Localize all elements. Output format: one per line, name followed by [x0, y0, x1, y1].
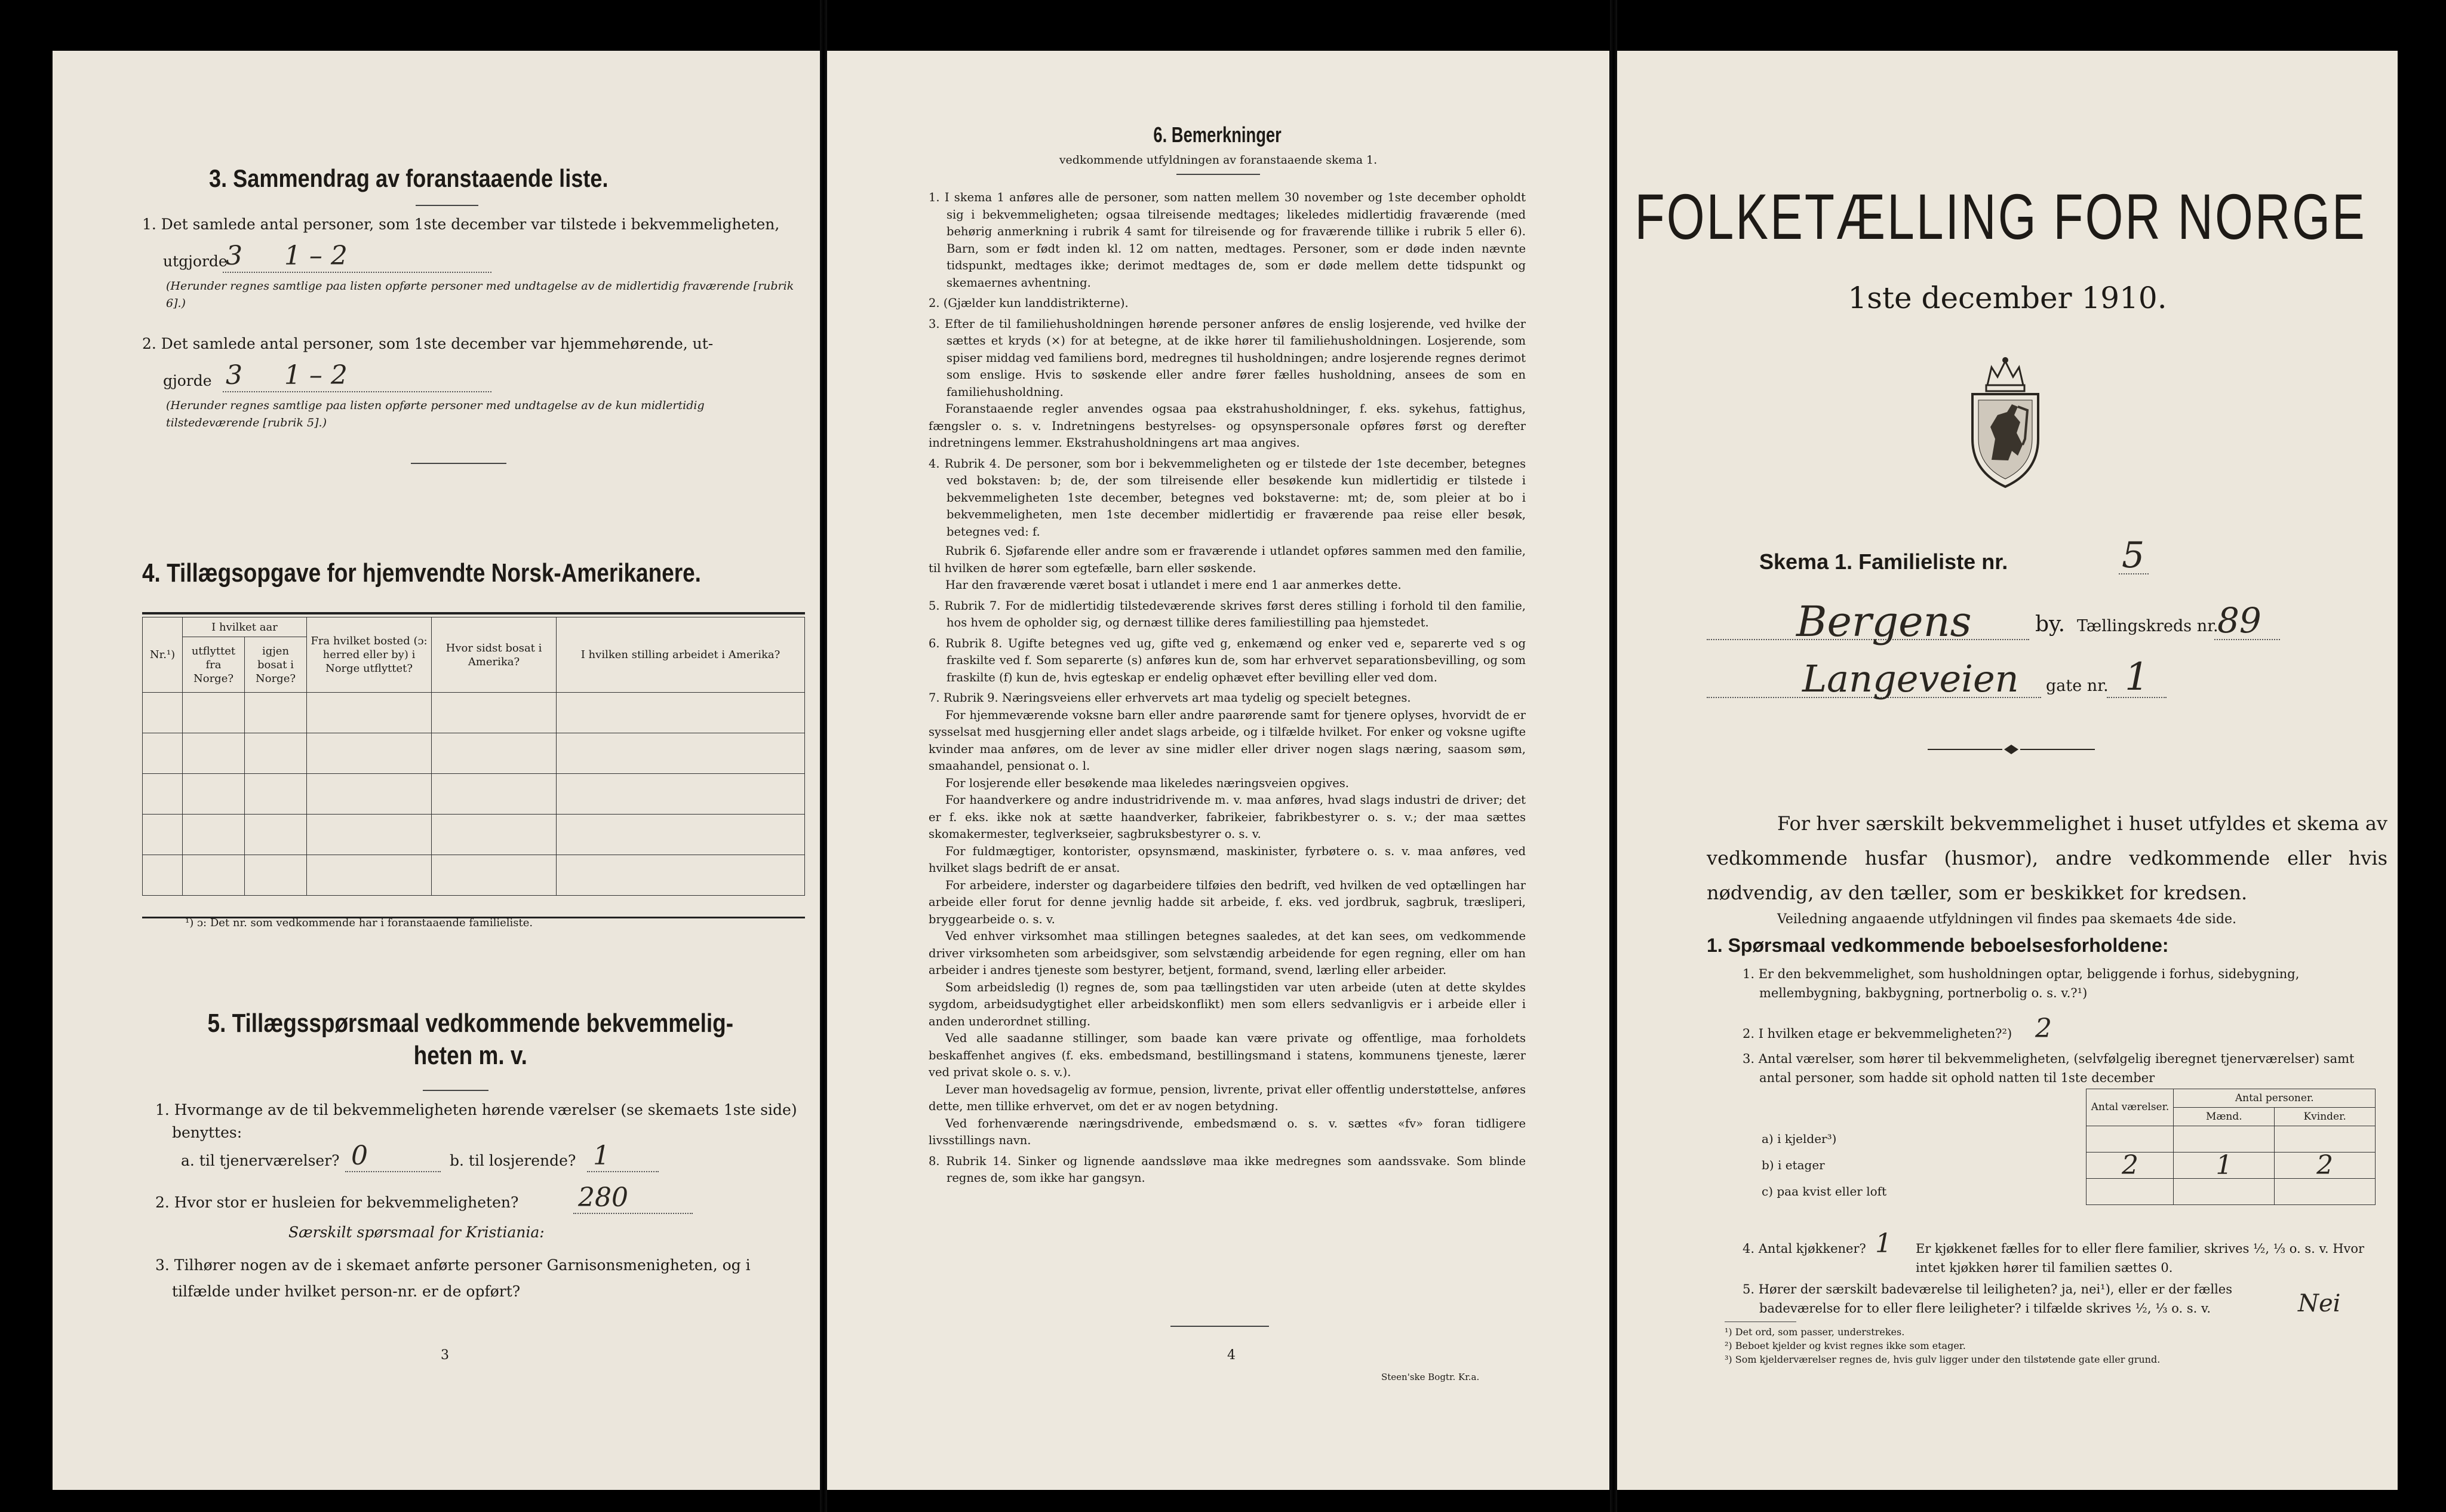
sec3-q1: 1. Det samlede antal personer, som 1ste december var tilstede i bekvemmeligheten,	[142, 216, 780, 233]
city-name: Bergens	[1796, 597, 1972, 646]
table-row	[143, 774, 805, 815]
bemerkninger-body	[929, 189, 1526, 1187]
familieliste-nr: 5	[2122, 534, 2145, 576]
p1-q5-value: Nei	[2298, 1290, 2341, 1317]
col-antal-personer: Antal personer.	[2174, 1089, 2376, 1108]
main-title: FOLKETÆLLING FOR NORGE	[1634, 180, 2367, 253]
dotted-line	[587, 1171, 659, 1172]
page-number-4: 4	[1227, 1348, 1236, 1363]
remark-7b: For hjemmeværende voksne barn eller andre paarørende samt for tjenere oplyses, hvorvidt de er sysselsat med husgjerning eller andet slags arbeide, og i tilfælde hvilket. For enker og voksne ugifte kvinder maa anføres, om de lever av sine midler eller driver nogen slags næring, saasom søm, smaahandel, pensionat o. l.	[929, 708, 1526, 773]
col-igjen: igjen bosat i Norge?	[245, 637, 307, 693]
sec3-q2: 2. Det samlede antal personer, som 1ste december var hjemmehørende, ut-	[142, 335, 714, 352]
page-1	[1617, 51, 2398, 1490]
title-rule	[416, 205, 478, 206]
intro-text: For hver særskilt bekvemmelighet i huset utfyldes et skema av vedkommende husfar (husmor), andre vedkommende eller hvis nødvendig, av den tæller, som er beskikket for kredsen.	[1707, 812, 2387, 904]
remark-1: 1. I skema 1 anføres alle de personer, som natten mellem 30 november og 1ste december opholdt sig i bekvemmeligheten; ogsaa tilreisende medtages; likeledes midlertidig fraværende (med behørig anmerkning i rubrik 4 samt for tilreisende og for fraværende tillike i rubrik 5 eller 6). Barn, som er født inden kl. 12 om natten, medtages. Personer, som er døde inden nævnte tidspunkt, medtages ikke; derimot medtages de, som er døde mellem dette tidspunkt og skemaernes avhentning.	[929, 190, 1526, 290]
remark-7h: Som arbeidsledig (l) regnes de, som paa tællingstiden var uten arbeide (uten at dette skyldes sygdom, arbeidsudygtighet eller arbeidskonflikt) men som ellers sedvanligvis er i arbeide eller i anden underordnet stilling.	[929, 980, 1526, 1028]
table-row	[1743, 1153, 2376, 1179]
row-label: a) i kjelder³)	[1762, 1132, 1837, 1146]
sec3-q1-label: utgjorde	[163, 253, 228, 270]
remark-7f: For arbeidere, inderster og dagarbeidere tilføies den bedrift, ved hvilken de ved optællingen har arbeide eller forut for denne jevnlig hadde sit arbeide, f. eks. ved jordbruk, sagbruk, træsliperi, bryggearbeide o. s. v.	[929, 878, 1526, 926]
section-1-title: 1. Spørsmaal vedkommende beboelsesforholdene:	[1707, 935, 2169, 956]
col-kvinder: Kvinder.	[2275, 1108, 2376, 1126]
col-utflyttet: utflyttet fra Norge?	[183, 637, 245, 693]
col-group-aar: I hvilket aar	[183, 617, 307, 637]
page-3	[53, 51, 820, 1490]
page-number-3: 3	[441, 1348, 449, 1363]
cell-maend	[2174, 1179, 2275, 1205]
remark-7k: Ved forhenværende næringsdrivende, embedsmænd o. s. v. sættes «fv» foran tidligere livsstillings navn.	[929, 1116, 1526, 1147]
p1-footnote-3: ³) Som kjelderværelser regnes de, hvis gulv ligger under den tilstøtende gate eller grund.	[1725, 1354, 2161, 1365]
section-3-title: 3. Sammendrag av foranstaaende liste.	[209, 164, 609, 192]
table-row	[143, 815, 805, 855]
col-bosted: Fra hvilket bosted (ɔ: herred eller by) i Norge utflyttet?	[307, 617, 432, 693]
row-label: c) paa kvist eller loft	[1762, 1184, 1887, 1198]
col-maend: Mænd.	[2174, 1108, 2275, 1126]
p1-q4-value: 1	[1875, 1228, 1892, 1259]
remark-7c: For losjerende eller besøkende maa likeledes næringsveien opgives.	[945, 776, 1349, 790]
rooms-persons-table	[1743, 1089, 2376, 1205]
dotted-line	[2107, 697, 2167, 698]
table-top-rule	[142, 612, 805, 614]
bemerkninger-subtitle: vedkommende utfyldningen av foranstaaende skema 1.	[1059, 153, 1378, 167]
norway-coat-of-arms-icon	[1961, 355, 2050, 490]
cell-vaerelser	[2087, 1179, 2174, 1205]
census-date: 1ste december 1910.	[1848, 281, 2167, 315]
sec3-q1-note: (Herunder regnes samtlige paa listen opførte personer med undtagelse av de midlertidig fraværende [rubrik 6].)	[166, 279, 794, 310]
dotted-line	[345, 1171, 441, 1172]
remark-7i: Ved alle saadanne stillinger, som baade kan være private og offentlige, maa forholdets beskaffenhet angives (f. eks. embedsmand, bestillingsmand i statens, kommunens tjeneste, lærer ved privat skole o. s. v.).	[929, 1031, 1526, 1079]
table-row	[1743, 1126, 2376, 1153]
dotted-line	[573, 1213, 693, 1214]
remark-7g: Ved enhver virksomhet maa stillingen betegnes saaledes, at det kan sees, om vedkommende driver virksomheten som arbeidsgiver, som selvstændig arbeidende for egen regning, eller om han arbeider i andres tjeneste som bestyrer, betjent, formand, svend, lærling eller arbeider.	[929, 929, 1526, 977]
remark-8: 8. Rubrik 14. Sinker og lignende aandssløve maa ikke medregnes som aandssvake. Som blinde regnes de, som ikke har gangsyn.	[929, 1154, 1526, 1185]
section-divider	[411, 463, 506, 464]
remark-7e: For fuldmægtiger, kontorister, opsynsmænd, maskinister, fyrbøtere o. s. v. maa anføres, ved hvilket slags bedrift de er ansat.	[929, 844, 1526, 875]
table-row	[143, 733, 805, 774]
remark-4b: Rubrik 6. Sjøfarende eller andre som er fraværende i utlandet opføres sammen med den familie, til hvilken de hører som egtefælle, barn eller søskende.	[929, 544, 1526, 575]
sec3-q1-value: 3 1 – 2	[226, 241, 348, 271]
street-name: Langeveien	[1802, 657, 2019, 700]
remark-5: 5. Rubrik 7. For de midlertidig tilstedeværende skrives først deres stilling i forhold til den familie, hos hvem de opholder sig, og dernæst tillike deres familiestilling paa hjemstedet.	[929, 598, 1526, 629]
sec3-q2-note: (Herunder regnes samtlige paa listen opførte personer med undtagelse av de kun midlertidig tilstedeværende [rubrik 5].)	[166, 399, 705, 429]
remark-3b: Foranstaaende regler anvendes ogsaa paa ekstrahusholdninger, f. eks. sykehus, fattighus, fængsler o. s. v. Indretningens bestyrelses- og opsynspersonale opføres først og derefter indretningens lemmer. Ekstrahusholdningens art maa angives.	[929, 402, 1526, 450]
by-label: by.	[2035, 612, 2066, 637]
ornament-divider-icon	[1928, 742, 2095, 757]
p1-footnote-1: ¹) Det ord, som passer, understrekes.	[1725, 1326, 1905, 1338]
sec3-q2-value: 3 1 – 2	[226, 360, 348, 391]
p1-q2-value: 2	[2035, 1013, 2052, 1044]
end-rule	[1170, 1326, 1269, 1327]
veiledning-text: Veiledning angaaende utfyldningen vil findes paa skemaets 4de side.	[1777, 912, 2237, 927]
p1-q1: 1. Er den bekvemmelighet, som husholdningen optar, beliggende i forhus, sidebygning, mellembygning, bakbygning, portnerbolig o. s. v.?¹)	[1743, 967, 2300, 1000]
p1-q5: 5. Hører der særskilt badeværelse til leiligheten? ja, nei¹), eller er der fælles badeværelse for to eller flere leiligheter? i tilfælde skrives ½, ⅓ o. s. v.	[1743, 1282, 2232, 1316]
skema-label: Skema 1. Familieliste nr.	[1759, 549, 2008, 574]
dotted-line	[223, 272, 491, 273]
section-5-title	[172, 1007, 769, 1072]
bemerkninger-title: 6. Bemerkninger	[1153, 122, 1282, 147]
table-row	[143, 855, 805, 896]
table-row	[1743, 1179, 2376, 1205]
s5-q1a: a. til tjenerværelser?	[181, 1152, 340, 1169]
gate-nr: 1	[2125, 655, 2149, 699]
remark-2: 2. (Gjælder kun landdistrikterne).	[929, 296, 1129, 310]
cell-kvinder	[2275, 1126, 2376, 1153]
fold-shadow-left	[820, 0, 827, 1512]
cell-kvinder: 2	[2275, 1153, 2376, 1179]
cell-kvinder	[2275, 1179, 2376, 1205]
col-amerika: Hvor sidst bosat i Amerika?	[432, 617, 557, 693]
s5-q2: 2. Hvor stor er husleien for bekvemmeligheten?	[155, 1194, 519, 1211]
remark-4c: Har den fraværende været bosat i utlandet i mere end 1 aar anmerkes dette.	[945, 578, 1402, 592]
s5-subheading: Særskilt spørsmaal for Kristiania:	[288, 1224, 545, 1241]
s5-q2-value: 280	[578, 1182, 628, 1213]
page-4	[827, 51, 1609, 1490]
row-label: b) i etager	[1762, 1158, 1825, 1172]
fold-shadow-right	[1610, 0, 1617, 1512]
remark-4: 4. Rubrik 4. De personer, som bor i bekvemmeligheten og er tilstede der 1ste december, betegnes ved bokstaven: b; de, der som tilreisende eller besøkende kun midlertidig er tilstede i bekvemmeligheten 1ste december, betegnes ved bokstaverne: mt; de, som pleier at bo i bekvemmeligheten, men 1ste december midlertidig er fraværende paa reise eller besøk, betegnes ved: f.	[929, 456, 1526, 539]
cell-vaerelser	[2087, 1126, 2174, 1153]
dotted-line	[223, 391, 491, 392]
remark-7d: For haandverkere og andre industridrivende m. v. maa anføres, hvad slags industri de driver; det er f. eks. ikke nok at sætte haandverker, fabrikeier, fabrikbestyrer o. s. v.; der maa sættes skomakermester, teglverkseier, sagbruksbestyrer o. s. v.	[929, 793, 1526, 841]
kreds-label: Tællingskreds nr.	[2077, 617, 2218, 635]
s5-q1a-value: 0	[351, 1141, 368, 1171]
kreds-nr: 89	[2217, 600, 2261, 641]
table-footnote: ¹) ɔ: Det nr. som vedkommende har i foranstaaende familieliste.	[185, 917, 533, 929]
section-5-title-line1: 5. Tillægsspørsmaal vedkommende bekvemmelig-	[207, 1009, 734, 1038]
section-4-title: 4. Tillægsopgave for hjemvendte Norsk-Amerikanere.	[142, 558, 701, 588]
dotted-line	[2214, 639, 2280, 640]
p1-q4: 4. Antal kjøkkener?	[1743, 1241, 1866, 1256]
remark-6: 6. Rubrik 8. Ugifte betegnes ved ug, gifte ved g, enkemænd og enker ved e, separerte ved s og fraskilte ved f. Som separerte (s) anføres kun de, som har erhvervet separationsbevilling, og som fraskilte (f) kun de, hvis egteskap er endelig ophævet efter bevilling eller ved dom.	[929, 636, 1526, 684]
s5-q1b-value: 1	[593, 1141, 610, 1171]
cell-maend: 1	[2174, 1153, 2275, 1179]
table-row	[143, 693, 805, 733]
remark-7j: Lever man hovedsagelig av formue, pension, livrente, privat eller offentlig understøttelse, anføres dette, men tillike erhvervet, om det er av nogen betydning.	[929, 1082, 1526, 1113]
norsk-amerikanere-table	[142, 617, 805, 896]
title-rule	[1176, 174, 1260, 175]
cell-maend	[2174, 1126, 2275, 1153]
p1-q4-rest: Er kjøkkenet fælles for to eller flere familier, skrives ½, ⅓ o. s. v. Hvor intet kjøkken hører til familien sættes 0.	[1916, 1241, 2365, 1275]
p1-q3: 3. Antal værelser, som hører til bekvemmeligheten, (selvfølgelig iberegnet tjenerværelser) samt antal personer, som hadde sit ophold natten til 1ste december	[1743, 1052, 2355, 1085]
title-rule	[423, 1090, 488, 1091]
s5-q3: 3. Tilhører nogen av de i skemaet anførte personer Garnisonsmenigheten, og i tilfælde under hvilket person-nr. er de opført?	[155, 1256, 751, 1300]
dotted-line	[2119, 573, 2149, 574]
sec3-q2-label: gjorde	[163, 372, 212, 389]
col-antal-vaerelser: Antal værelser.	[2087, 1089, 2174, 1126]
remark-7: 7. Rubrik 9. Næringsveiens eller erhvervets art maa tydelig og specielt betegnes.	[929, 691, 1411, 705]
remark-3: 3. Efter de til familiehusholdningen hørende personer anføres de enslig losjerende, ved hvilke der sættes et kryds (×) for at betegne, at de ikke hører til familiehusholdningen. Losjerende, som spiser middag ved familiens bord, medregnes til husholdningen; andre losjerende regnes derimot som enslige. Hvis to søskende eller andre fører fælles husholdning, ansees de som en familiehusholdning.	[929, 316, 1526, 399]
gate-label: gate nr.	[2046, 677, 2109, 695]
section-5-title-line2: heten m. v.	[413, 1041, 527, 1070]
s5-q1b: b. til losjerende?	[450, 1152, 576, 1169]
col-nr: Nr.¹)	[143, 617, 183, 693]
p1-footnote-2: ²) Beboet kjelder og kvist regnes ikke som etager.	[1725, 1340, 1966, 1351]
p1-q2: 2. I hvilken etage er bekvemmeligheten?²)	[1743, 1027, 2012, 1041]
s5-q1: 1. Hvormange av de til bekvemmeligheten hørende værelser (se skemaets 1ste side) benyttes:	[155, 1101, 797, 1141]
cell-vaerelser: 2	[2087, 1153, 2174, 1179]
col-stilling: I hvilken stilling arbeidet i Amerika?	[557, 617, 805, 693]
printer-imprint: Steen'ske Bogtr. Kr.a.	[1381, 1372, 1480, 1382]
